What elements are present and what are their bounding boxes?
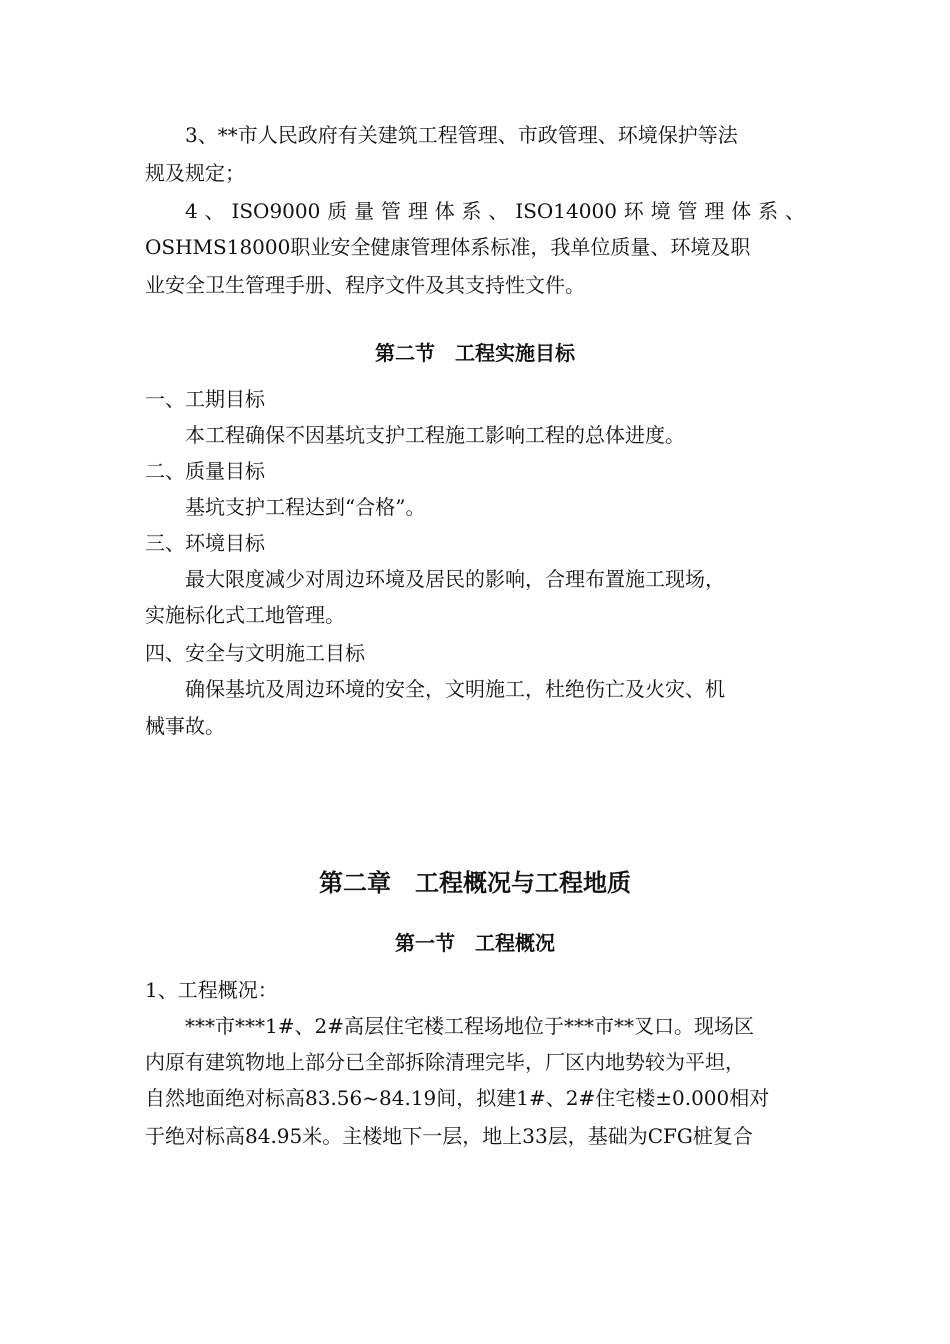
item4-line1: 4、ISO9000质量管理体系、ISO14000环境管理体系、 bbox=[185, 199, 805, 223]
item3-line2: 规及规定； bbox=[145, 161, 245, 185]
goal-text-safety: 确保基坑及周边环境的安全，文明施工，杜绝伤亡及火灾、机 bbox=[185, 677, 725, 701]
goal-text-schedule: 本工程确保不因基坑支护工程施工影响工程的总体进度。 bbox=[185, 423, 685, 447]
overview-line-2: 内原有建筑物地上部分已全部拆除清理完毕，厂区内地势较为平坦， bbox=[145, 1050, 745, 1074]
overview-line-4: 于绝对标高84.95米。主楼地下一层，地上33层，基础为CFG桩复合 bbox=[145, 1124, 753, 1148]
goal-text-environment: 最大限度减少对周边环境及居民的影响，合理布置施工现场， bbox=[185, 567, 725, 591]
goal-heading-environment: 三、环境目标 bbox=[145, 531, 265, 555]
overview-line-1: ***市***1#、2#高层住宅楼工程场地位于***市**叉口。现场区 bbox=[185, 1014, 754, 1038]
section-title: 第二节 工程实施目标 bbox=[375, 341, 575, 365]
chapter-title: 第二章 工程概况与工程地质 bbox=[319, 868, 631, 897]
item4-line2: OSHMS18000职业安全健康管理体系标准，我单位质量、环境及职 bbox=[145, 235, 751, 259]
overview-heading: 1、工程概况： bbox=[145, 978, 278, 1002]
item3-line1: 3、**市人民政府有关建筑工程管理、市政管理、环境保护等法 bbox=[185, 123, 738, 147]
goal-text-environment-cont: 实施标化式工地管理。 bbox=[145, 603, 345, 627]
goal-heading-safety: 四、安全与文明施工目标 bbox=[145, 641, 365, 665]
goal-heading-schedule: 一、工期目标 bbox=[145, 387, 265, 411]
item4-line3: 业安全卫生管理手册、程序文件及其支持性文件。 bbox=[145, 273, 585, 297]
goal-text-safety-cont: 械事故。 bbox=[145, 714, 225, 738]
goal-text-quality: 基坑支护工程达到“合格”。 bbox=[185, 495, 426, 519]
overview-line-3: 自然地面绝对标高83.56~84.19间，拟建1#、2#住宅楼±0.000相对 bbox=[145, 1086, 770, 1110]
chapter-section-title: 第一节 工程概况 bbox=[395, 931, 555, 955]
goal-heading-quality: 二、质量目标 bbox=[145, 459, 265, 483]
